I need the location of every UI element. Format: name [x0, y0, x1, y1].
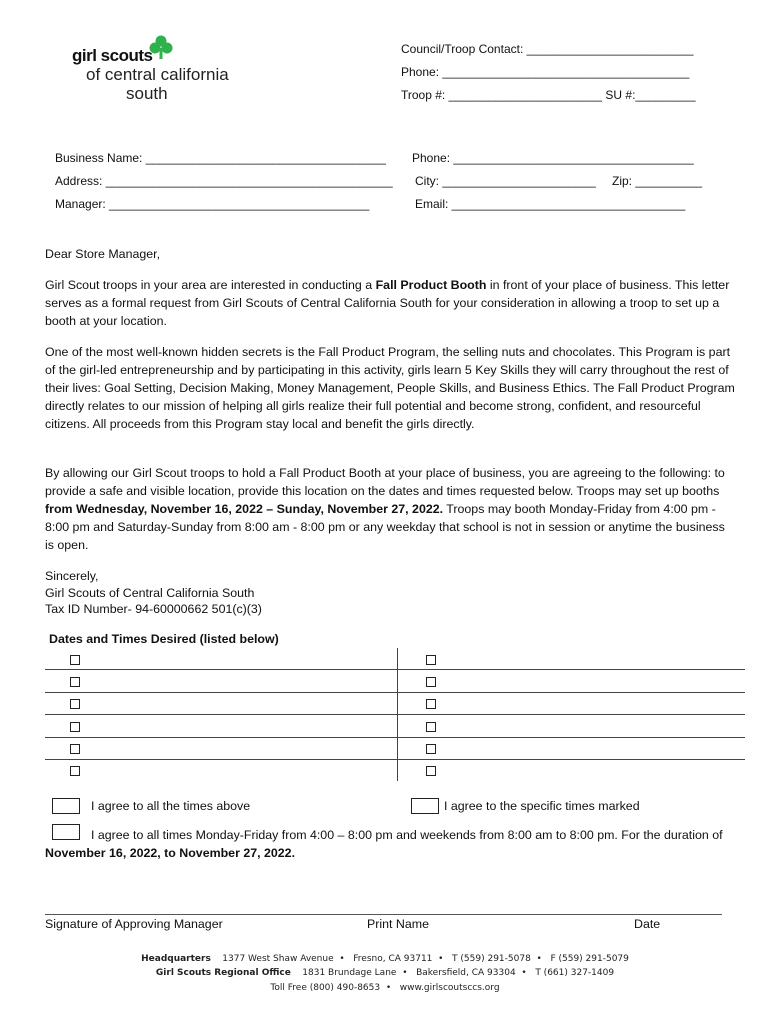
business-address-field[interactable]: Address: ___________________________________________ [55, 174, 393, 188]
date-time-cell-left[interactable] [45, 692, 398, 714]
agree-all-times-label: I agree to all the times above [91, 799, 251, 813]
date-checkbox[interactable] [70, 699, 80, 709]
date-time-cell-left[interactable] [45, 715, 398, 737]
date-time-cell-right[interactable] [398, 759, 746, 781]
date-time-cell-right[interactable] [398, 692, 746, 714]
footer-regional-office: Girl Scouts Regional Office 1831 Brundage Lane • Bakersfield, CA 93304 • T (661) 327-1409 [155, 968, 615, 978]
business-phone-field[interactable]: Phone: ____________________________________ [412, 151, 694, 165]
date-checkbox[interactable] [426, 744, 436, 754]
business-zip-field[interactable]: Zip: __________ [612, 174, 703, 188]
manager-field[interactable]: Manager: _______________________________________ [55, 197, 370, 211]
date-checkbox[interactable] [426, 766, 436, 776]
agree-specific-times-checkbox[interactable] [411, 798, 439, 814]
business-city-field[interactable]: City: _______________________ [415, 174, 596, 188]
date-checkbox[interactable] [426, 699, 436, 709]
org-logo [70, 34, 250, 106]
paragraph-2: One of the most well-known hidden secrets is the Fall Product Program, the selling nuts and chocolates. This Program is part of the girl-led entrepreneurship and by participating in this activity, girls learn 5 Key Skills they will carry throughout the rest of their lives: Goal Setting, Decision Making, Money Management, People Skills, and Business Ethics. The Fall Product Program directly relates to our mission of helping all girls realize their full potential and become strong, confident, and resourceful citizens. All proceeds from this Program stay local and benefit the girls directly. [45, 345, 735, 431]
footer-contact: Toll Free (800) 490-8653 • www.girlscoutsccs.org [270, 983, 500, 993]
dates-row [45, 670, 745, 692]
date-time-cell-left[interactable] [45, 759, 398, 781]
dates-title: Dates and Times Desired (listed below) [49, 632, 279, 646]
date-checkbox[interactable] [70, 677, 80, 687]
print-name-label: Print Name [367, 917, 429, 931]
date-time-cell-left[interactable] [45, 670, 398, 692]
logo-wordmark: girl scouts [72, 46, 153, 65]
dates-row [45, 648, 745, 670]
org-signature: Girl Scouts of Central California South [45, 586, 255, 600]
signature-label: Signature of Approving Manager [45, 917, 223, 931]
date-label: Date [634, 917, 661, 931]
date-checkbox[interactable] [70, 744, 80, 754]
date-time-cell-right[interactable] [398, 670, 746, 692]
closing: Sincerely, [45, 569, 99, 583]
date-checkbox[interactable] [426, 655, 436, 665]
agree-weekday-label: I agree to all times Monday-Friday from 4:00 – 8:00 pm and weekends from 8:00 am to 8:00 pm. For the duration of November 16, 2022, to November 27, 2022. [45, 828, 723, 860]
website-link[interactable]: www.girlscoutsccs.org [399, 983, 500, 993]
signature-line[interactable] [45, 914, 722, 915]
dates-row [45, 715, 745, 737]
tax-id: Tax ID Number- 94-60000662 501(c)(3) [45, 602, 262, 616]
date-time-cell-left[interactable] [45, 737, 398, 759]
salutation: Dear Store Manager, [45, 247, 161, 261]
dates-table [45, 648, 745, 781]
logo-subtitle: of central california [86, 65, 229, 84]
date-checkbox[interactable] [70, 655, 80, 665]
dates-row [45, 737, 745, 759]
agree-all-times-checkbox[interactable] [52, 798, 80, 814]
logo-subtitle-south: south [126, 84, 168, 103]
date-time-cell-right[interactable] [398, 715, 746, 737]
date-checkbox[interactable] [70, 766, 80, 776]
dates-row [45, 759, 745, 781]
contact-phone-field[interactable]: Phone: _____________________________________ [401, 65, 690, 79]
date-checkbox[interactable] [426, 677, 436, 687]
date-time-cell-left[interactable] [45, 648, 398, 670]
paragraph-3: By allowing our Girl Scout troops to hold a Fall Product Booth at your place of business, you are agreeing to the following: to provide a safe and visible location, provide this location on the dates and times requested below. Troops may set up booths from Wednesday, November 16, 2022 – Sunday, November 27, 2022. Troops may booth Monday-Friday from 4:00 pm - 8:00 pm and Saturday-Sunday from 8:00 am - 8:00 pm or any weekday that school is not in session or anytime the business is open. [45, 466, 725, 552]
business-name-field[interactable]: Business Name: ____________________________________ [55, 151, 386, 165]
council-troop-contact-field[interactable]: Council/Troop Contact: _________________________ [401, 42, 694, 56]
date-checkbox[interactable] [70, 722, 80, 732]
date-time-cell-right[interactable] [398, 737, 746, 759]
email-field[interactable]: Email: ___________________________________ [415, 197, 686, 211]
dates-row [45, 692, 745, 714]
date-checkbox[interactable] [426, 722, 436, 732]
paragraph-1: Girl Scout troops in your area are interested in conducting a Fall Product Booth in front of your place of business. This letter serves as a formal request from Girl Scouts of Central California South for your consideration in allowing a troop to set up a booth at your location. [45, 278, 730, 328]
troop-su-field[interactable]: Troop #: _______________________ SU #:_________ [401, 88, 696, 102]
footer-headquarters: Headquarters 1377 West Shaw Avenue • Fresno, CA 93711 • T (559) 291-5078 • F (559) 291-5079 [141, 954, 629, 964]
agree-specific-times-label: I agree to the specific times marked [444, 799, 640, 813]
date-time-cell-right[interactable] [398, 648, 746, 670]
